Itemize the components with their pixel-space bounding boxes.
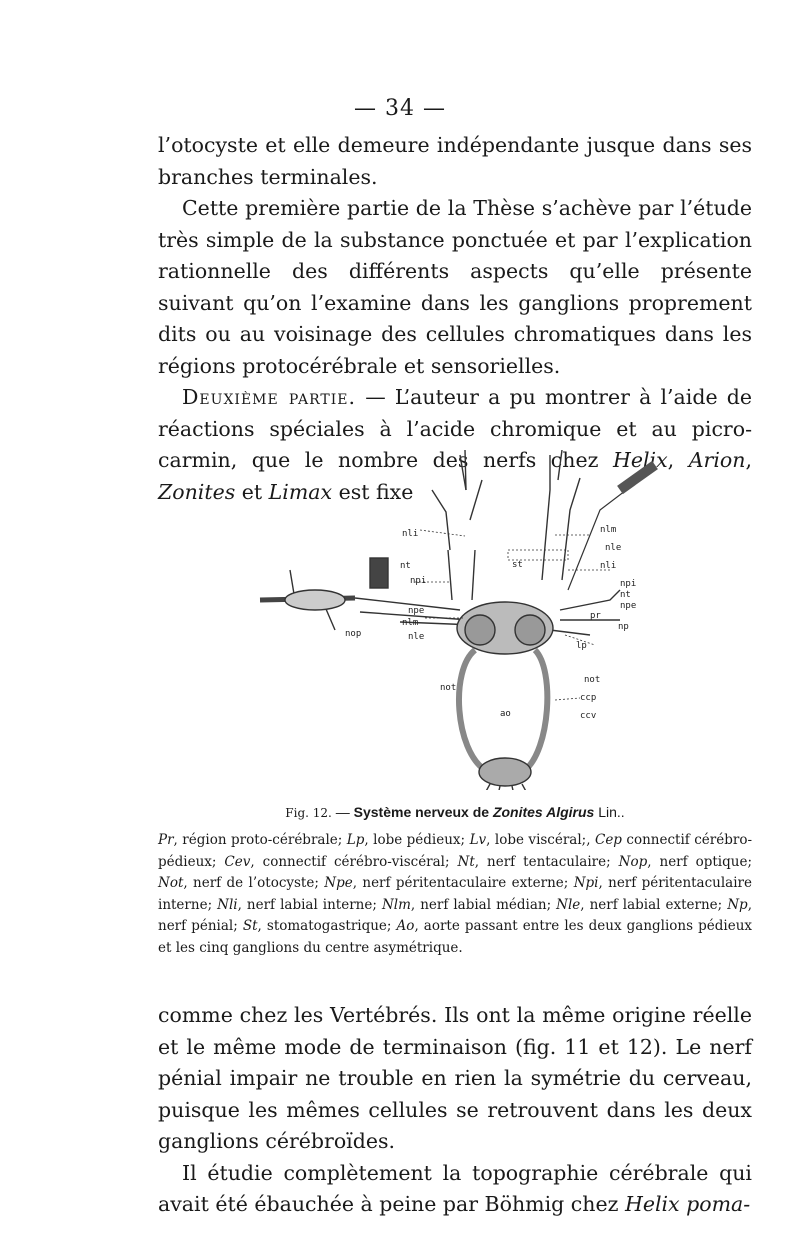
- legend-text: , stomatogastrique;: [257, 918, 397, 934]
- legend-text: , nerf péritentaculaire interne;: [158, 875, 752, 913]
- caption-author: Lin..: [594, 804, 625, 820]
- paragraph-4: comme chez les Vertébrés. Ils ont la même origine réelle et le même mode de terminaison (fig. 11 et 12). Le nerf pénial impair ne trouble en rien la symétrie du cerveau, puisque les mêmes cellules se retrouvent dans les deux ganglions cérébroïdes.: [158, 1003, 752, 1153]
- legend-abbr: Nle: [556, 896, 581, 913]
- sep: et: [235, 479, 269, 504]
- legend-text: , nerf de l’otocyste;: [183, 875, 325, 891]
- fig-label-st: st: [512, 560, 523, 570]
- paragraph-3-end: est fixe: [332, 479, 414, 504]
- legend-abbr: Nop: [618, 853, 648, 870]
- legend-abbr: Nt: [457, 853, 475, 870]
- fig-label-npe-right: npe: [620, 601, 637, 611]
- nervous-system-figure: [250, 450, 670, 790]
- fig-label-not-left: not: [440, 683, 457, 693]
- figure-caption: [160, 804, 750, 820]
- fig-label-nlm-left: nlm: [402, 618, 419, 628]
- fig-label-ccv: ccv: [580, 711, 597, 721]
- genus-limax: Limax: [268, 479, 333, 504]
- fig-label-npe-left: npe: [408, 606, 425, 616]
- fig-label-ao: ao: [500, 709, 511, 719]
- legend-text: , aorte passant entre les deux ganglions pédieux et les cinq ganglions du centre asymétrique.: [158, 918, 753, 956]
- lower-text: [158, 1000, 752, 1221]
- fig-label-nt-right: nt: [620, 590, 631, 600]
- caption-dash: —: [331, 804, 354, 820]
- section-heading: Deuxième partie.: [182, 385, 357, 409]
- legend-text: , nerf labial interne;: [237, 896, 382, 913]
- genus-zonites: Zonites: [158, 479, 236, 504]
- legend-text: , lobe pédieux;: [364, 832, 470, 848]
- legend-text: , région proto-cérébrale;: [173, 832, 347, 848]
- genus-arion: Arion: [688, 448, 746, 472]
- paragraph-5-species: Helix poma-: [624, 1192, 751, 1216]
- paragraph-5-text: Il étudie complètement la topographie cérébrale qui avait été ébauchée à peine par Böhmig chez: [158, 1160, 752, 1216]
- legend-text: , nerf pénial;: [158, 896, 752, 934]
- paragraph-3-text: — L’auteur a pu montrer à l’aide de réactions spéciales à l’acide chromique et au picro-carmin, que le nombre des nerfs chez: [158, 385, 752, 472]
- page-number: — 34 —: [354, 96, 446, 121]
- legend-text: , nerf tentaculaire;: [474, 853, 619, 870]
- figure-number: Fig. 12.: [285, 806, 332, 820]
- legend-text: , lobe viscéral;,: [486, 832, 595, 848]
- legend-abbr: Cep: [594, 832, 622, 848]
- legend-abbr: Cev: [224, 853, 251, 870]
- legend-abbr: Npe: [324, 875, 353, 891]
- legend-text: connectif cérébro-pédieux;: [158, 832, 753, 870]
- caption-title: Système nerveux de: [353, 804, 493, 820]
- paragraph-2: Cette première partie de la Thèse s’achève par l’étude très simple de la substance ponctuée et par l’explication rationnelle des différents aspects qu’elle présente suivant qu’on l’examine dans les ganglions proprement dits ou au voisinage des cellules chromatiques dans les régions protocérébrale et sensorielles.: [158, 196, 752, 378]
- fig-label-nt-left: nt: [400, 561, 411, 571]
- fig-label-not-right: not: [584, 675, 601, 685]
- fig-label-pr: pr: [590, 611, 601, 621]
- fig-label-npi-right: npi: [620, 579, 637, 589]
- legend-abbr: Ao: [396, 918, 415, 934]
- legend-abbr: Np: [727, 896, 748, 913]
- fig-label-nlm-right: nlm: [600, 525, 617, 535]
- legend-abbr: Pr: [158, 832, 174, 848]
- caption-species: Zonites Algirus: [492, 804, 595, 820]
- fig-label-npi-left: npi: [410, 576, 427, 586]
- legend-abbr: Nli: [217, 896, 238, 913]
- legend-text: , connectif cérébro-viscéral;: [250, 853, 458, 870]
- fig-label-np: np: [618, 622, 629, 632]
- legend-text: , nerf labial médian;: [410, 896, 557, 913]
- legend-abbr: St: [242, 918, 258, 934]
- genus-helix: Helix: [612, 448, 668, 472]
- fig-label-lp: lp: [576, 641, 587, 651]
- sep: ,: [745, 448, 752, 472]
- paragraph-5: [158, 1158, 752, 1221]
- fig-label-nop: nop: [345, 629, 362, 639]
- fig-label-nle-right: nle: [605, 543, 622, 553]
- fig-label-nli-left: nli: [402, 529, 419, 539]
- fig-label-ccp: ccp: [580, 693, 597, 703]
- legend-abbr: Nlm: [381, 896, 411, 913]
- fig-label-nle-left: nle: [408, 632, 425, 642]
- legend-text: , nerf optique;: [647, 853, 752, 870]
- figure-legend: [158, 830, 752, 959]
- paragraph-1: l’otocyste et elle demeure indépendante jusque dans ses branches terminales.: [158, 133, 752, 189]
- legend-abbr: Npi: [573, 875, 599, 891]
- fig-label-nli-right: nli: [600, 561, 617, 571]
- legend-text: , nerf péritentaculaire externe;: [352, 875, 574, 891]
- sep: ,: [667, 448, 689, 472]
- legend-text: , nerf labial externe;: [580, 896, 728, 913]
- legend-abbr: Lv: [469, 832, 487, 848]
- legend-abbr: Not: [158, 875, 184, 891]
- legend-abbr: Lp: [346, 832, 365, 848]
